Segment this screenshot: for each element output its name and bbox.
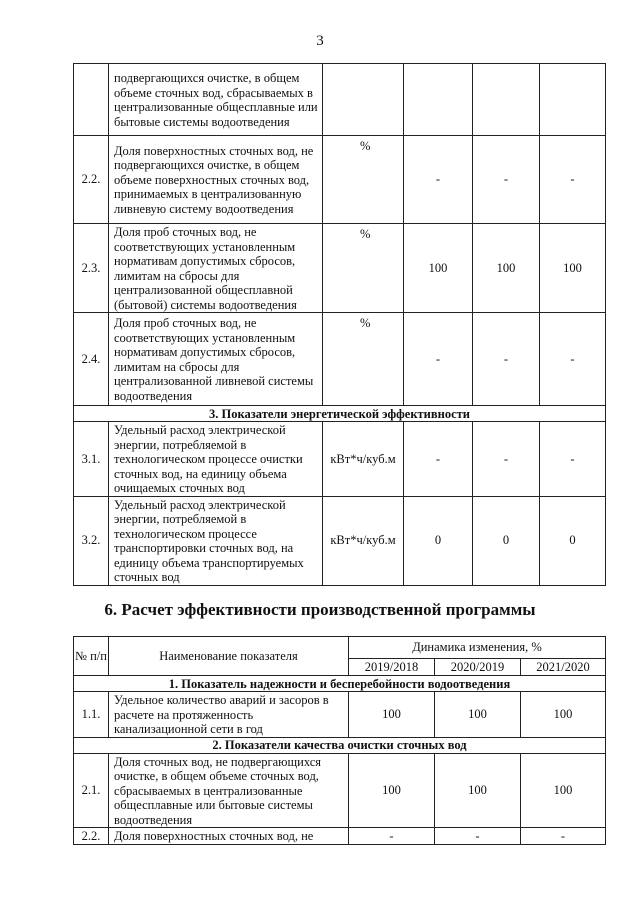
value-2021-2020: -: [521, 828, 606, 845]
table-row: [74, 496, 606, 585]
value-2019-2018: -: [349, 828, 435, 845]
unit: %: [323, 313, 404, 406]
row-number: 2.2.: [74, 136, 109, 224]
row-number: 1.1.: [74, 692, 109, 738]
table-row: [74, 692, 606, 738]
column-header-name: Наименование показателя: [109, 637, 349, 676]
value-2020: -: [473, 422, 540, 497]
section-title: 3. Показатели энергетической эффективности: [74, 406, 606, 422]
indicator-name: подвергающихся очистке, в общем объеме сточных вод, сбрасываемых в централизованные общесплавные или бытовые системы водоотведения: [109, 64, 323, 136]
value-2019: -: [404, 422, 473, 497]
table-row: [74, 64, 606, 136]
table-row: [74, 828, 606, 845]
table-row: [74, 136, 606, 224]
value-2019: 100: [404, 224, 473, 313]
column-header-number: № п/п: [74, 637, 109, 676]
row-number: 2.2.: [74, 828, 109, 845]
unit: кВт*ч/куб.м: [323, 496, 404, 585]
row-number: 3.2.: [74, 496, 109, 585]
section-title: 2. Показатели качества очистки сточных вод: [74, 737, 606, 753]
row-number: [74, 64, 109, 136]
value-2021: -: [540, 313, 606, 406]
section-heading: 6. Расчет эффективности производственной программы: [104, 600, 536, 619]
table-row: [74, 313, 606, 406]
unit: %: [323, 224, 404, 313]
column-header-year: 2019/2018: [349, 659, 435, 676]
value-2021: -: [540, 136, 606, 224]
section-row: [74, 406, 606, 422]
header-row: [74, 637, 606, 659]
value-2020: [473, 64, 540, 136]
value-2021-2020: 100: [521, 692, 606, 738]
value-2020-2019: 100: [435, 692, 521, 738]
value-2020: -: [473, 136, 540, 224]
unit: %: [323, 136, 404, 224]
value-2019: 0: [404, 496, 473, 585]
indicator-name: Доля сточных вод, не подвергающихся очистке, в общем объеме сточных вод, сбрасываемых в централизованные общесплавные или бытовые системы водоотведения: [109, 753, 349, 828]
row-number: 3.1.: [74, 422, 109, 497]
value-2021: [540, 64, 606, 136]
page-number: 3: [316, 33, 324, 49]
table-row: [74, 753, 606, 828]
indicator-name: Доля проб сточных вод, не соответствующих установленным нормативам допустимых сбросов, лимитам на сбросы для централизованной ливневой системы водоотведения: [109, 313, 323, 406]
indicator-name: Удельный расход электрической энергии, потребляемой в технологическом процессе транспортировки сточных вод, на единицу объема транспортируемых сточных вод: [109, 496, 323, 585]
value-2020: 100: [473, 224, 540, 313]
indicator-name: Удельное количество аварий и засоров в расчете на протяженность канализационной сети в год: [109, 692, 349, 738]
indicator-name: Доля поверхностных сточных вод, не подвергающихся очистке, в общем объеме поверхностных сточных вод, принимаемых в централизованную ливневую систему водоотведения: [109, 136, 323, 224]
value-2021-2020: 100: [521, 753, 606, 828]
value-2020: -: [473, 313, 540, 406]
section-row: [74, 676, 606, 692]
value-2021: -: [540, 422, 606, 497]
value-2019-2018: 100: [349, 753, 435, 828]
value-2020-2019: 100: [435, 753, 521, 828]
value-2019: -: [404, 136, 473, 224]
column-header-dynamics: Динамика изменения, %: [349, 637, 606, 659]
section-title: 1. Показатель надежности и бесперебойности водоотведения: [74, 676, 606, 692]
indicator-name: Доля проб сточных вод, не соответствующих установленным нормативам допустимых сбросов, лимитам на сбросы для централизованной общесплавной (бытовой) системы водоотведения: [109, 224, 323, 313]
value-2021: 0: [540, 496, 606, 585]
row-number: 2.3.: [74, 224, 109, 313]
row-number: 2.1.: [74, 753, 109, 828]
unit: кВт*ч/куб.м: [323, 422, 404, 497]
value-2019: -: [404, 313, 473, 406]
indicators-table-continued: [73, 63, 606, 586]
value-2021: 100: [540, 224, 606, 313]
table-row: [74, 224, 606, 313]
column-header-year: 2020/2019: [435, 659, 521, 676]
value-2020: 0: [473, 496, 540, 585]
row-number: 2.4.: [74, 313, 109, 406]
indicator-name: Удельный расход электрической энергии, потребляемой в технологическом процессе очистки сточных вод, на единицу объема очищаемых сточных вод: [109, 422, 323, 497]
value-2019-2018: 100: [349, 692, 435, 738]
unit: [323, 64, 404, 136]
column-header-year: 2021/2020: [521, 659, 606, 676]
value-2019: [404, 64, 473, 136]
section-row: [74, 737, 606, 753]
value-2020-2019: -: [435, 828, 521, 845]
indicator-name: Доля поверхностных сточных вод, не: [109, 828, 349, 845]
table-row: [74, 422, 606, 497]
efficiency-table: [73, 636, 606, 845]
